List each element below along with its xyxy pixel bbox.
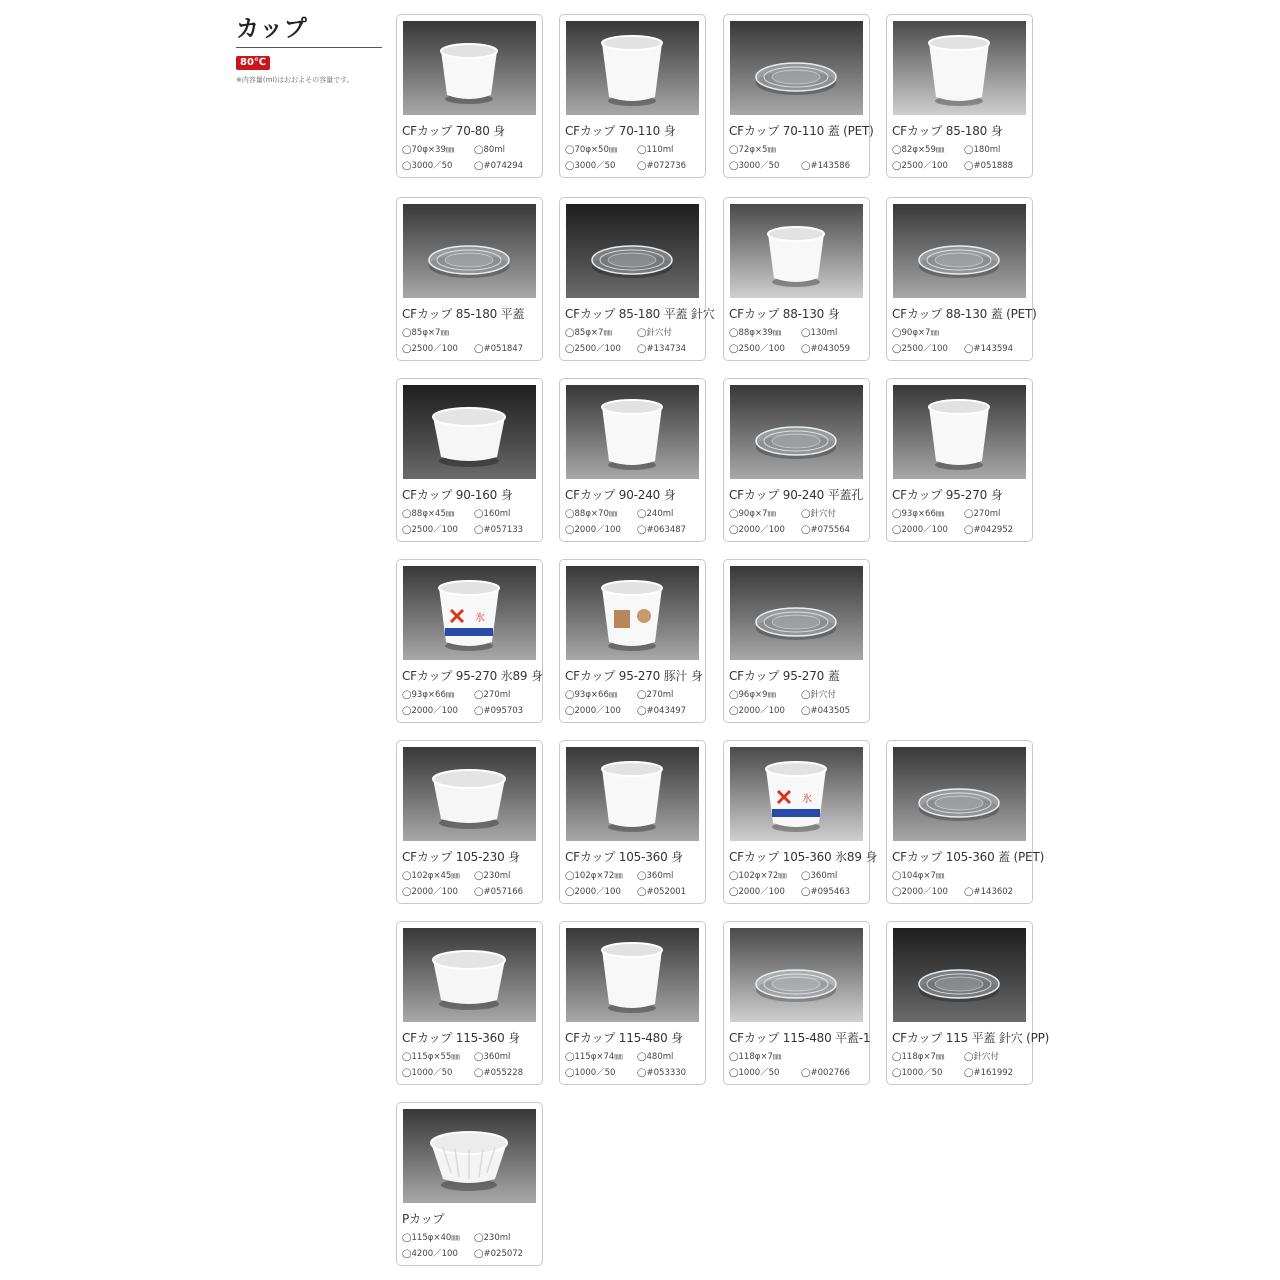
- product-card[interactable]: [886, 740, 1045, 904]
- product-code: ◯#075564: [801, 525, 851, 535]
- product-size: ◯115φ×55㎜: [402, 1052, 460, 1062]
- product-image: [730, 747, 863, 841]
- product-size: ◯104φ×7㎜: [892, 871, 945, 881]
- product-capacity: ◯270ml: [474, 690, 511, 700]
- product-size: ◯85φ×7㎜: [565, 328, 612, 338]
- product-code: ◯#134734: [637, 344, 687, 354]
- spec-row-packing: [729, 523, 866, 535]
- product-code: ◯#051847: [474, 344, 524, 354]
- spec-row-packing: [729, 1066, 866, 1078]
- product-name: CFカップ 90-240 平蓋孔: [729, 488, 864, 502]
- product-size: ◯93φ×66㎜: [892, 509, 945, 519]
- product-pack: ◯2000／100: [729, 887, 785, 897]
- spec-row-packing: [402, 1247, 539, 1259]
- product-card[interactable]: [559, 378, 706, 542]
- spec-row-packing: [565, 342, 702, 354]
- product-size: ◯70φ×39㎜: [402, 145, 455, 155]
- product-size: ◯90φ×7㎜: [729, 509, 776, 519]
- product-photo: [730, 204, 863, 298]
- product-photo: [893, 385, 1026, 479]
- product-pack: ◯2000／100: [565, 887, 621, 897]
- product-size: ◯115φ×74㎜: [565, 1052, 623, 1062]
- product-name: CFカップ 95-270 身: [892, 488, 1003, 502]
- product-pack: ◯2000／100: [565, 525, 621, 535]
- product-image: [730, 21, 863, 115]
- product-card[interactable]: [396, 921, 543, 1085]
- product-capacity: ◯130ml: [801, 328, 838, 338]
- product-card[interactable]: [396, 740, 543, 904]
- spec-row-packing: [402, 342, 539, 354]
- product-capacity: ◯針穴付: [801, 509, 837, 519]
- product-code: ◯#053330: [637, 1068, 687, 1078]
- product-code: ◯#043059: [801, 344, 851, 354]
- spec-row-packing: [402, 523, 539, 535]
- product-pack: ◯2000／100: [402, 706, 458, 716]
- product-pack: ◯1000／50: [892, 1068, 943, 1078]
- product-size: ◯118φ×7㎜: [892, 1052, 945, 1062]
- product-card[interactable]: [886, 921, 1050, 1085]
- product-image: [403, 204, 536, 298]
- spec-row-packing: [565, 704, 702, 716]
- product-name: CFカップ 85-180 身: [892, 124, 1003, 138]
- product-size: ◯88φ×70㎜: [565, 509, 618, 519]
- product-code: ◯#143602: [964, 887, 1014, 897]
- product-name: CFカップ 115 平蓋 針穴 (PP): [892, 1031, 1050, 1045]
- product-size: ◯72φ×5㎜: [729, 145, 776, 155]
- product-capacity: ◯180ml: [964, 145, 1001, 155]
- product-photo: [403, 204, 536, 298]
- spec-row-dimensions: [402, 688, 539, 700]
- product-photo: [566, 385, 699, 479]
- product-capacity: ◯360ml: [801, 871, 838, 881]
- product-card[interactable]: [396, 559, 543, 723]
- product-capacity: ◯360ml: [474, 1052, 511, 1062]
- product-pack: ◯2500／100: [892, 344, 948, 354]
- spec-row-packing: [565, 523, 702, 535]
- product-card[interactable]: [559, 740, 706, 904]
- product-photo: [403, 566, 536, 660]
- product-code: ◯#042952: [964, 525, 1014, 535]
- product-pack: ◯2000／100: [892, 887, 948, 897]
- product-pack: ◯1000／50: [565, 1068, 616, 1078]
- product-name: Pカップ: [402, 1212, 445, 1226]
- product-photo: [403, 747, 536, 841]
- product-capacity: ◯針穴付: [637, 328, 673, 338]
- product-capacity: ◯230ml: [474, 1233, 511, 1243]
- product-size: ◯96φ×9㎜: [729, 690, 776, 700]
- spec-row-dimensions: [402, 1050, 539, 1062]
- product-size: ◯102φ×72㎜: [565, 871, 623, 881]
- product-capacity: ◯針穴付: [964, 1052, 1000, 1062]
- spec-row-packing: [892, 159, 1029, 171]
- product-photo: [893, 747, 1026, 841]
- spec-row-packing: [729, 159, 866, 171]
- spec-row-packing: [729, 885, 866, 897]
- product-image: [566, 747, 699, 841]
- spec-row-dimensions: [892, 326, 1029, 338]
- svg-text:氷: 氷: [802, 794, 812, 805]
- product-card[interactable]: [396, 14, 543, 178]
- product-capacity: ◯230ml: [474, 871, 511, 881]
- spec-row-packing: [729, 342, 866, 354]
- spec-row-dimensions: [729, 869, 866, 881]
- product-pack: ◯1000／50: [402, 1068, 453, 1078]
- product-pack: ◯3000／50: [729, 161, 780, 171]
- product-image: [403, 1109, 536, 1203]
- spec-row-dimensions: [402, 869, 539, 881]
- product-capacity: ◯針穴付: [801, 690, 837, 700]
- product-card[interactable]: [723, 14, 874, 178]
- product-capacity: ◯80ml: [474, 145, 505, 155]
- spec-row-packing: [892, 523, 1029, 535]
- product-size: ◯88φ×45㎜: [402, 509, 455, 519]
- product-photo: [403, 385, 536, 479]
- spec-row-packing: [565, 159, 702, 171]
- product-card[interactable]: [723, 921, 870, 1085]
- product-size: ◯102φ×45㎜: [402, 871, 460, 881]
- spec-row-packing: [402, 885, 539, 897]
- product-photo: [403, 928, 536, 1022]
- spec-row-dimensions: [565, 869, 702, 881]
- product-pack: ◯2000／100: [729, 706, 785, 716]
- product-capacity: ◯480ml: [637, 1052, 674, 1062]
- product-image: [893, 21, 1026, 115]
- product-image: [403, 21, 536, 115]
- spec-row-dimensions: [402, 143, 539, 155]
- product-size: ◯93φ×66㎜: [402, 690, 455, 700]
- spec-row-dimensions: [565, 507, 702, 519]
- product-name: CFカップ 85-180 平蓋 針穴: [565, 307, 715, 321]
- product-name: CFカップ 95-270 蓋: [729, 669, 840, 683]
- product-image: [566, 21, 699, 115]
- product-photo: [566, 928, 699, 1022]
- product-code: ◯#143586: [801, 161, 851, 171]
- product-capacity: ◯270ml: [964, 509, 1001, 519]
- spec-row-packing: [402, 1066, 539, 1078]
- product-name: CFカップ 105-360 蓋 (PET): [892, 850, 1045, 864]
- product-name: CFカップ 115-480 平蓋-1: [729, 1031, 871, 1045]
- product-image: [893, 204, 1026, 298]
- svg-text:氷: 氷: [475, 613, 485, 624]
- product-code: ◯#055228: [474, 1068, 524, 1078]
- spec-row-dimensions: [729, 1050, 866, 1062]
- product-image: [566, 204, 699, 298]
- product-pack: ◯2000／100: [565, 706, 621, 716]
- product-name: CFカップ 70-80 身: [402, 124, 506, 138]
- page-title: カップ: [236, 16, 308, 42]
- product-pack: ◯2500／100: [402, 525, 458, 535]
- spec-row-dimensions: [402, 1231, 539, 1243]
- product-image: [893, 747, 1026, 841]
- product-photo: [403, 1109, 536, 1203]
- product-image: [566, 566, 699, 660]
- product-size: ◯93φ×66㎜: [565, 690, 618, 700]
- product-card[interactable]: [886, 14, 1033, 178]
- product-card[interactable]: [559, 559, 706, 723]
- spec-row-dimensions: [892, 1050, 1029, 1062]
- product-size: ◯102φ×72㎜: [729, 871, 787, 881]
- product-name: CFカップ 70-110 蓋 (PET): [729, 124, 874, 138]
- product-code: ◯#063487: [637, 525, 687, 535]
- spec-row-dimensions: [729, 143, 866, 155]
- product-image: [730, 204, 863, 298]
- spec-row-dimensions: [402, 507, 539, 519]
- product-name: CFカップ 70-110 身: [565, 124, 676, 138]
- product-image: [730, 928, 863, 1022]
- product-photo: [566, 21, 699, 115]
- product-size: ◯115φ×40㎜: [402, 1233, 460, 1243]
- product-pack: ◯1000／50: [729, 1068, 780, 1078]
- product-photo: [566, 204, 699, 298]
- spec-row-dimensions: [565, 688, 702, 700]
- product-code: ◯#057133: [474, 525, 524, 535]
- product-card[interactable]: [886, 197, 1037, 361]
- spec-row-packing: [892, 1066, 1029, 1078]
- product-image: [566, 385, 699, 479]
- product-code: ◯#095703: [474, 706, 524, 716]
- spec-row-dimensions: [402, 326, 539, 338]
- product-name: CFカップ 88-130 蓋 (PET): [892, 307, 1037, 321]
- product-card[interactable]: [559, 921, 706, 1085]
- product-card[interactable]: [396, 378, 543, 542]
- spec-row-packing: [402, 159, 539, 171]
- product-capacity: ◯160ml: [474, 509, 511, 519]
- spec-row-packing: [729, 704, 866, 716]
- product-card[interactable]: [396, 197, 543, 361]
- product-capacity: ◯360ml: [637, 871, 674, 881]
- product-photo: [730, 385, 863, 479]
- product-name: CFカップ 90-240 身: [565, 488, 676, 502]
- product-size: ◯70φ×50㎜: [565, 145, 618, 155]
- product-size: ◯118φ×7㎜: [729, 1052, 782, 1062]
- product-card[interactable]: [396, 1102, 543, 1266]
- product-card[interactable]: [723, 559, 870, 723]
- product-code: ◯#002766: [801, 1068, 851, 1078]
- product-pack: ◯2500／100: [729, 344, 785, 354]
- product-card[interactable]: [559, 14, 706, 178]
- product-capacity: ◯110ml: [637, 145, 674, 155]
- product-image: [403, 747, 536, 841]
- product-code: ◯#143594: [964, 344, 1014, 354]
- product-code: ◯#051888: [964, 161, 1014, 171]
- product-image: [403, 928, 536, 1022]
- product-card[interactable]: [723, 378, 870, 542]
- product-name: CFカップ 95-270 豚汁 身: [565, 669, 703, 683]
- page-header: [236, 14, 384, 85]
- product-photo: [730, 566, 863, 660]
- product-code: ◯#074294: [474, 161, 524, 171]
- title-divider: [236, 47, 382, 48]
- product-size: ◯88φ×39㎜: [729, 328, 782, 338]
- spec-row-dimensions: [729, 507, 866, 519]
- product-pack: ◯2500／100: [892, 161, 948, 171]
- product-code: ◯#043497: [637, 706, 687, 716]
- product-name: CFカップ 95-270 氷89 身: [402, 669, 543, 683]
- spec-row-dimensions: [892, 507, 1029, 519]
- product-size: ◯82φ×59㎜: [892, 145, 945, 155]
- spec-row-dimensions: [729, 688, 866, 700]
- product-photo: [893, 928, 1026, 1022]
- product-photo: [566, 747, 699, 841]
- spec-row-packing: [892, 342, 1029, 354]
- product-image: [403, 566, 536, 660]
- product-code: ◯#057166: [474, 887, 524, 897]
- product-name: CFカップ 88-130 身: [729, 307, 840, 321]
- product-photo: [403, 21, 536, 115]
- heat-resistance-badge: 80℃: [236, 56, 270, 70]
- product-code: ◯#072736: [637, 161, 687, 171]
- capacity-note: ※内容量(ml)はおおよその容量です。: [236, 76, 354, 84]
- product-name: CFカップ 85-180 平蓋: [402, 307, 525, 321]
- product-image: [893, 928, 1026, 1022]
- product-card[interactable]: [559, 197, 715, 361]
- product-name: CFカップ 90-160 身: [402, 488, 513, 502]
- product-image: [566, 928, 699, 1022]
- spec-row-packing: [892, 885, 1029, 897]
- product-capacity: ◯270ml: [637, 690, 674, 700]
- product-code: ◯#052001: [637, 887, 687, 897]
- product-photo: [730, 928, 863, 1022]
- spec-row-dimensions: [565, 1050, 702, 1062]
- product-card[interactable]: [886, 378, 1033, 542]
- spec-row-packing: [565, 1066, 702, 1078]
- product-pack: ◯3000／50: [565, 161, 616, 171]
- spec-row-packing: [402, 704, 539, 716]
- product-name: CFカップ 115-480 身: [565, 1031, 683, 1045]
- product-pack: ◯2500／100: [565, 344, 621, 354]
- product-image: [730, 566, 863, 660]
- product-card[interactable]: [723, 197, 870, 361]
- product-capacity: ◯240ml: [637, 509, 674, 519]
- product-name: CFカップ 105-360 氷89 身: [729, 850, 878, 864]
- product-pack: ◯2000／100: [729, 525, 785, 535]
- spec-row-dimensions: [892, 143, 1029, 155]
- spec-row-dimensions: [565, 326, 702, 338]
- spec-row-dimensions: [565, 143, 702, 155]
- product-image: [403, 385, 536, 479]
- spec-row-dimensions: [892, 869, 1029, 881]
- product-name: CFカップ 105-230 身: [402, 850, 520, 864]
- product-pack: ◯2500／100: [402, 344, 458, 354]
- product-code: ◯#025072: [474, 1249, 524, 1259]
- product-code: ◯#095463: [801, 887, 851, 897]
- product-photo: [566, 566, 699, 660]
- product-pack: ◯3000／50: [402, 161, 453, 171]
- product-pack: ◯2000／100: [892, 525, 948, 535]
- spec-row-packing: [565, 885, 702, 897]
- product-card[interactable]: [723, 740, 878, 904]
- product-photo: [730, 747, 863, 841]
- product-code: ◯#043505: [801, 706, 851, 716]
- product-image: [893, 385, 1026, 479]
- product-pack: ◯2000／100: [402, 887, 458, 897]
- product-photo: [893, 21, 1026, 115]
- product-pack: ◯4200／100: [402, 1249, 458, 1259]
- product-image: [730, 385, 863, 479]
- product-photo: [730, 21, 863, 115]
- product-size: ◯85φ×7㎜: [402, 328, 449, 338]
- product-code: ◯#161992: [964, 1068, 1014, 1078]
- product-name: CFカップ 115-360 身: [402, 1031, 520, 1045]
- spec-row-dimensions: [729, 326, 866, 338]
- product-name: CFカップ 105-360 身: [565, 850, 683, 864]
- product-size: ◯90φ×7㎜: [892, 328, 939, 338]
- product-photo: [893, 204, 1026, 298]
